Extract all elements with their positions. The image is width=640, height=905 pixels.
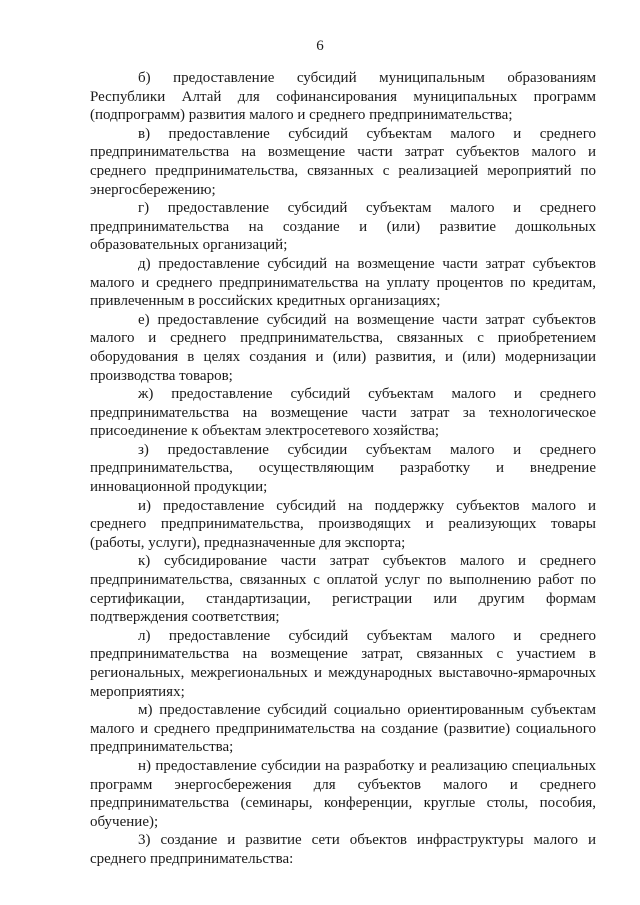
paragraph-n: н) предоставление субсидии на разработку и реализацию специальных программ энергосбережения для субъектов малого и среднего предпринимательства (семинары, конференции, круглые столы, пособия, обучение); — [90, 757, 596, 830]
paragraph-k: к) субсидирование части затрат субъектов малого и среднего предпринимательства, связанных с оплатой услуг по выполнению работ по сертификации, стандартизации, регистрации или другим формам подтверждения соответствия; — [90, 553, 596, 626]
paragraph-d: д) предоставление субсидий на возмещение части затрат субъектов малого и среднего предпринимательства на уплату процентов по кредитам, привлеченным в российских кредитных организациях; — [90, 255, 596, 310]
paragraph-3: 3) создание и развитие сети объектов инфраструктуры малого и среднего предпринимательства: — [90, 832, 596, 867]
paragraph-e: е) предоставление субсидий на возмещение части затрат субъектов малого и среднего предпринимательства, связанных с приобретением оборудования в целях создания и (или) развития, и (или) модернизации производства товаров; — [90, 311, 596, 384]
paragraph-m: м) предоставление субсидий социально ориентированным субъектам малого и среднего предпринимательства на создание (развитие) социального предпринимательства; — [90, 702, 596, 756]
document-body — [90, 69, 596, 869]
paragraph-g: г) предоставление субсидий субъектам малого и среднего предпринимательства на создание и (или) развитие дошкольных образовательных организаций; — [90, 200, 596, 254]
paragraph-z: з) предоставление субсидии субъектам малого и среднего предпринимательства, осуществляющим разработку и внедрение инновационной продукции; — [90, 441, 596, 496]
paragraph-v: в) предоставление субсидий субъектам малого и среднего предпринимательства на возмещение части затрат субъектов малого и среднего предпринимательства, связанных с реализацией мероприятий по энергосбережению; — [90, 125, 596, 198]
paragraph-b: б) предоставление субсидий муниципальным образованиям Республики Алтай для софинансирования муниципальных программ (подпрограмм) развития малого и среднего предпринимательства; — [90, 70, 596, 124]
paragraph-zh: ж) предоставление субсидий субъектам малого и среднего предпринимательства на возмещение части затрат за технологическое присоединение к объектам электросетевого хозяйства; — [90, 386, 596, 440]
paragraph-i: и) предоставление субсидий на поддержку субъектов малого и среднего предпринимательства, производящих и реализующих товары (работы, услуги), предназначенные для экспорта; — [90, 497, 596, 551]
paragraph-l: л) предоставление субсидий субъектам малого и среднего предпринимательства на возмещение затрат, связанных с участием в региональных, межрегиональных и международных выставочно-ярмарочных мероприятиях; — [90, 627, 596, 700]
page-number: 6 — [316, 38, 324, 54]
